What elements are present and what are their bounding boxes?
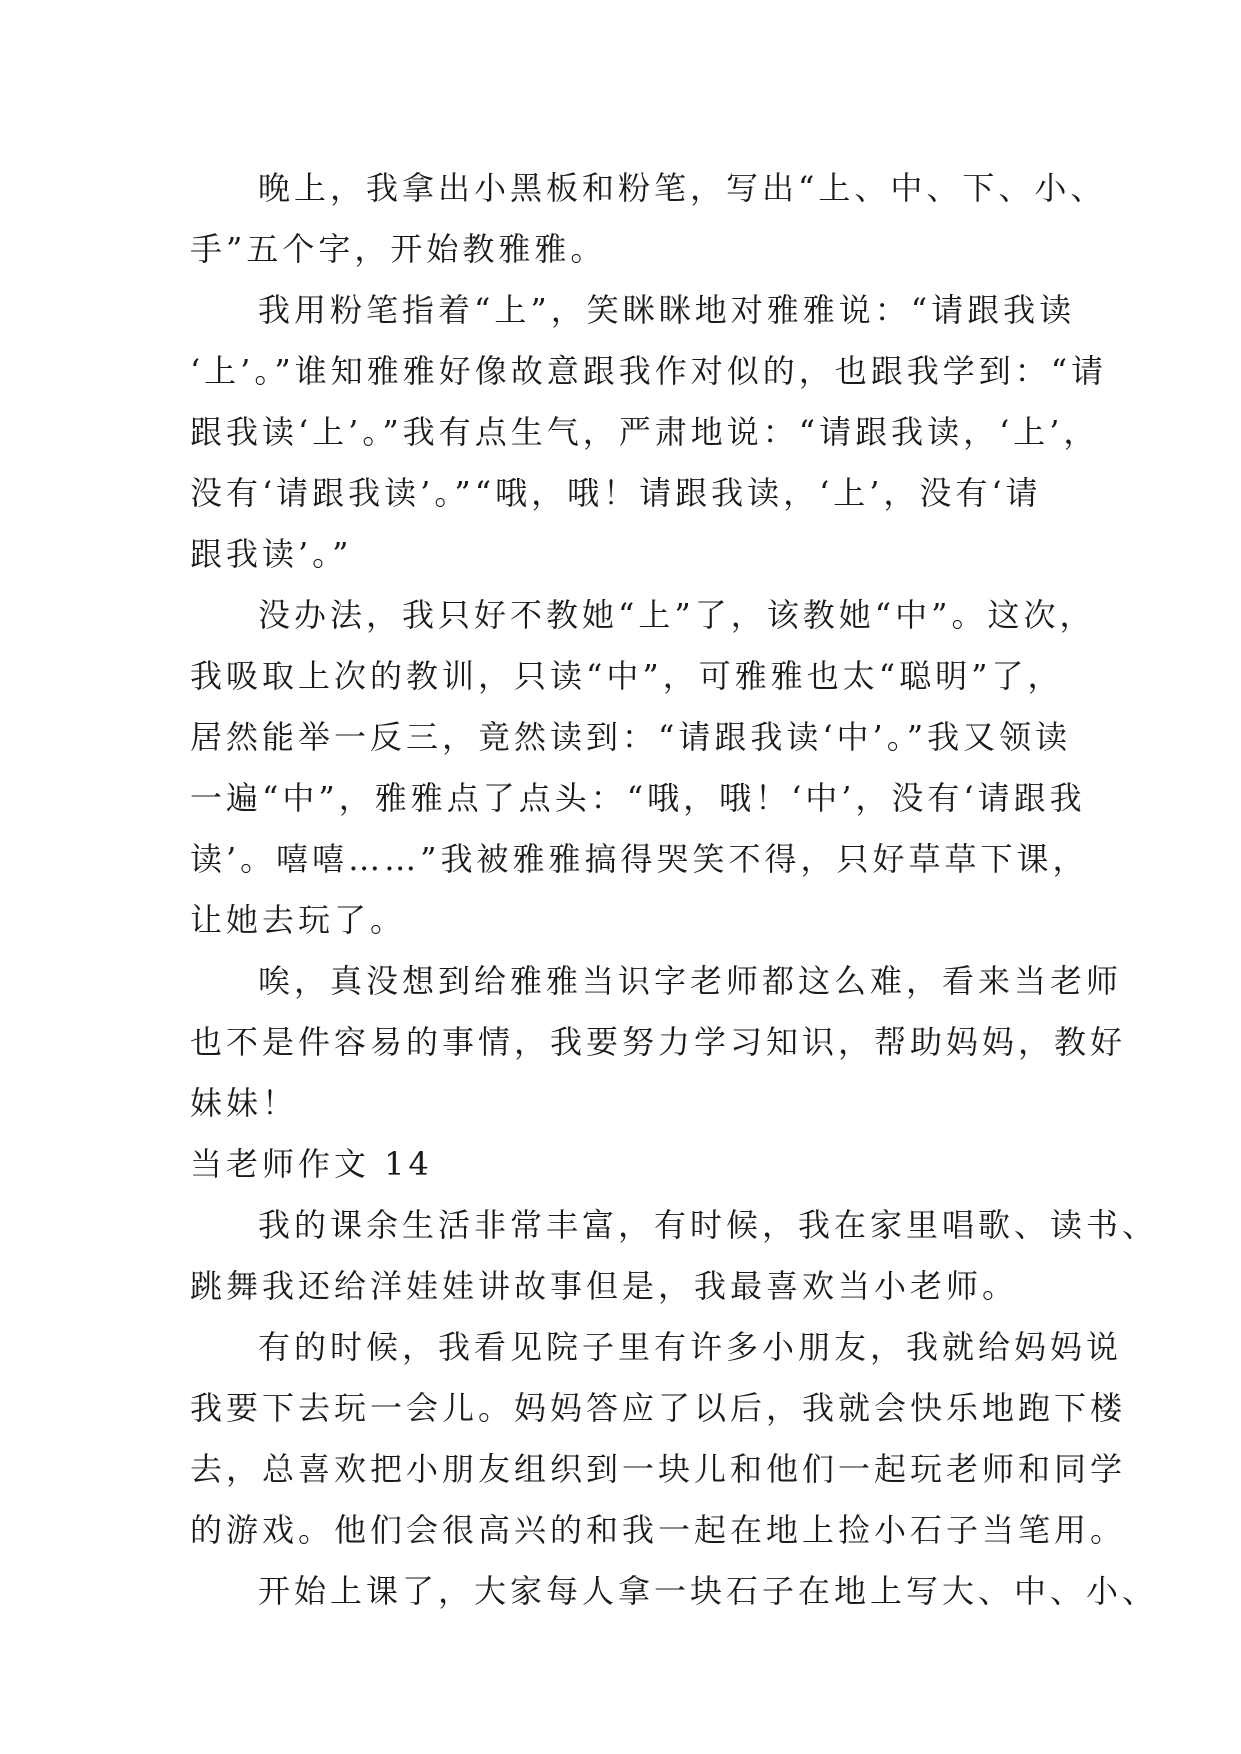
text-line: 去，总喜欢把小朋友组织到一块儿和他们一起玩老师和同学 (190, 1450, 1127, 1488)
text-line: 也不是件容易的事情，我要努力学习知识，帮助妈妈，教好 (190, 1023, 1127, 1061)
text-line: 我用粉笔指着“上”，笑眯眯地对雅雅说：“请跟我读 (258, 291, 1076, 329)
text-line: 跟我读‘上’。”我有点生气，严肃地说：“请跟我读，‘上’， (190, 413, 1100, 451)
text-line: 一遍“中”，雅雅点了点头：“哦，哦！‘中’，没有‘请跟我 (190, 779, 1086, 817)
text-line: 跟我读’。” (190, 535, 353, 573)
section-heading: 当老师作文 14 (190, 1145, 433, 1183)
text-line: 有的时候，我看见院子里有许多小朋友，我就给妈妈说 (258, 1328, 1123, 1366)
text-line: 没有‘请跟我读’。”“哦，哦！请跟我读，‘上’，没有‘请 (190, 474, 1042, 512)
text-line: 跳舞我还给洋娃娃讲故事但是，我最喜欢当小老师。 (190, 1267, 1019, 1305)
text-line: 我的课余生活非常丰富，有时候，我在家里唱歌、读书、 (258, 1206, 1159, 1244)
text-line: 晚上，我拿出小黑板和粉笔，写出“上、中、下、小、 (258, 169, 1107, 207)
text-line: 我吸取上次的教训，只读“中”，可雅雅也太“聪明”了， (190, 657, 1064, 695)
text-line: 唉，真没想到给雅雅当识字老师都这么难，看来当老师 (258, 962, 1123, 1000)
text-line: 妹妹！ (190, 1084, 299, 1122)
text-line: ‘上’。”谁知雅雅好像故意跟我作对似的，也跟我学到：“请 (190, 352, 1108, 390)
text-line: 开始上课了，大家每人拿一块石子在地上写大、中、小、 (258, 1572, 1159, 1610)
text-line: 手”五个字，开始教雅雅。 (190, 230, 607, 268)
text-line: 的游戏。他们会很高兴的和我一起在地上捡小石子当笔用。 (190, 1511, 1127, 1549)
document-body (190, 158, 1159, 1622)
text-line: 读’。嘻嘻……”我被雅雅搞得哭笑不得，只好草草下课， (190, 840, 1089, 878)
text-line: 让她去玩了。 (190, 901, 407, 939)
text-line: 没办法，我只好不教她“上”了，该教她“中”。这次， (258, 596, 1096, 634)
text-line: 居然能举一反三，竟然读到：“请跟我读‘中’。”我又领读 (190, 718, 1072, 756)
text-line: 我要下去玩一会儿。妈妈答应了以后，我就会快乐地跑下楼 (190, 1389, 1127, 1427)
